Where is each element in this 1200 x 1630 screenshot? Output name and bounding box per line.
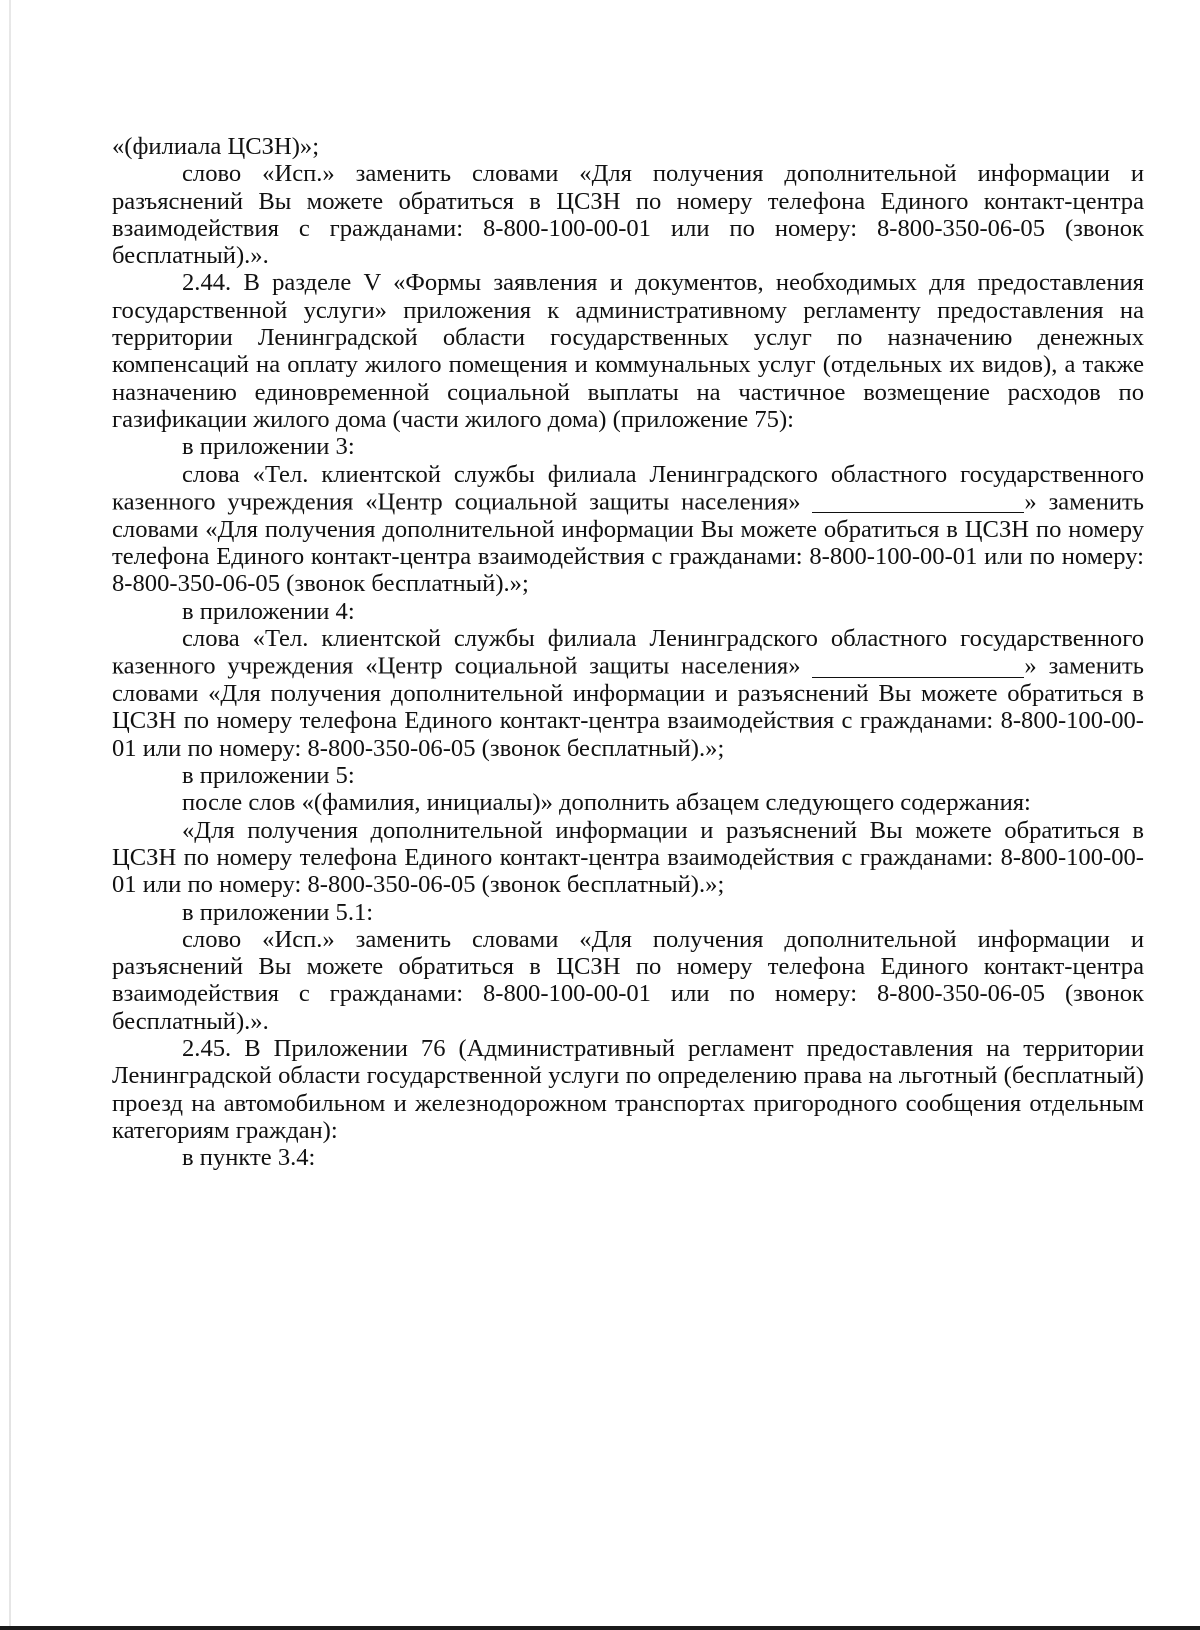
document-body (112, 133, 1144, 1171)
paragraph-appendix-5-1-text: слово «Исп.» заменить словами «Для получения дополнительной информации и разъяснений Вы можете обратиться в ЦСЗН по номеру телефона Единого контакт-центра взаимодействия с гражданами: 8-800-100-00-01 или по номеру: 8-800-350-06-05 (звонок бесплатный).». (112, 925, 1144, 1035)
paragraph-replace-isp: слово «Исп.» заменить словами «Для получения дополнительной информации и разъяснений Вы можете обратиться в ЦСЗН по номеру телефона Единого контакт-центра взаимодействия с гражданами: 8-800-100-00-01 или по номеру: 8-800-350-06-05 (звонок бесплатный).». (112, 160, 1144, 270)
paragraph-appendix-3-after: » заменить словами «Для получения дополнительной информации Вы можете обратиться в ЦСЗН по номеру телефона Единого контакт-центра взаимодействия с гражданами: 8-800-100-00-01 или по номеру: 8-800-350-06-05 (звонок бесплатный).»; (112, 488, 1144, 598)
paragraph-appendix-4-heading: в приложении 4: (182, 597, 355, 625)
blank-line (812, 488, 1024, 514)
paragraph-appendix-5-insert: «Для получения дополнительной информации и разъяснений Вы можете обратиться в ЦСЗН по номеру телефона Единого контакт-центра взаимодействия с гражданами: 8-800-100-00-01 или по номеру: 8-800-350-06-05 (звонок бесплатный).»; (112, 816, 1144, 899)
paragraph-2-45: 2.45. В Приложении 76 (Административный регламент предоставления на территории Ленинградской области государственной услуги по определению права на льготный (бесплатный) проезд на автомобильном и железнодорожном транспортах пригородного сообщения отдельным категориям граждан): (112, 1034, 1144, 1144)
paragraph-continuation: «(филиала ЦСЗН)»; (112, 133, 320, 160)
paragraph-appendix-4-after: » заменить словами «Для получения дополнительной информации и разъяснений Вы можете обратиться в ЦСЗН по номеру телефона Единого контакт-центра взаимодействия с гражданами: 8-800-100-00-01 или по номеру: 8-800-350-06-05 (звонок бесплатный).»; (112, 652, 1144, 762)
paragraph-appendix-4-before: слова «Тел. клиентской службы филиала Ленинградского областного государственного казенного учреждения «Центр социальной защиты населения» (112, 624, 1144, 680)
paragraph-2-44: 2.44. В разделе V «Формы заявления и документов, необходимых для предоставления государственной услуги» приложения к административному регламенту предоставления на территории Ленинградской области государственных услуг по назначению денежных компенсаций на оплату жилого помещения и коммунальных услуг (отдельных их видов), а также назначению единовременной социальной выплаты на частичное возмещение расходов по газификации жилого дома (части жилого дома) (приложение 75): (112, 269, 1144, 433)
scan-edge-left (9, 0, 11, 1630)
paragraph-appendix-3-before: слова «Тел. клиентской службы филиала Ленинградского областного государственного казенного учреждения «Центр социальной защиты населения» (112, 460, 1144, 516)
blank-line (812, 652, 1024, 678)
scan-edge-bottom (0, 1626, 1200, 1630)
paragraph-appendix-4-text (112, 625, 1144, 762)
paragraph-appendix-3-text (112, 461, 1144, 598)
paragraph-appendix-5-instruction: после слов «(фамилия, инициалы)» дополнить абзацем следующего содержания: (182, 789, 1031, 817)
paragraph-appendix-5-1-heading: в приложении 5.1: (182, 898, 374, 926)
paragraph-appendix-3-heading: в приложении 3: (182, 433, 355, 461)
paragraph-appendix-5-heading: в приложении 5: (182, 762, 355, 790)
paragraph-point-3-4: в пункте 3.4: (182, 1144, 316, 1172)
